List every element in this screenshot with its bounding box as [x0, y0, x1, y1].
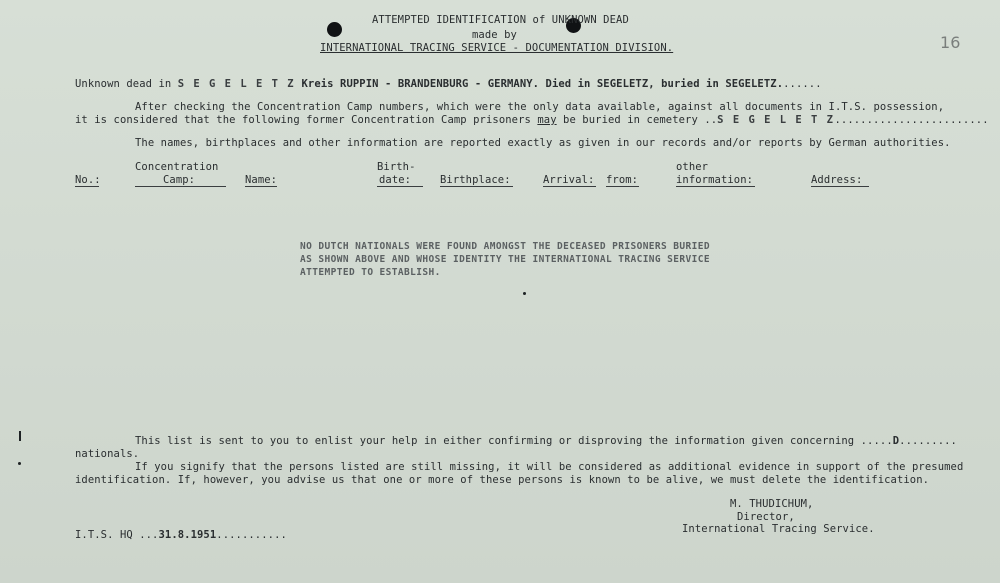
closing-line2: nationals. — [75, 448, 140, 460]
header-title: ATTEMPTED IDENTIFICATION of UNKNOWN DEAD — [372, 14, 629, 26]
paragraph-checking-line2 — [75, 114, 989, 126]
footer-dots: ........... — [216, 529, 287, 541]
cemetery-stamp: S E G E L E T Z — [717, 114, 835, 126]
closing-line3: If you signify that the persons listed are still missing, it will be considered as additional evidence in support of the presumed — [135, 461, 964, 473]
closing-request: This list is sent to you to enlist your help in either confirming or disproving the information given concerning ..... — [135, 435, 893, 447]
header-organization: INTERNATIONAL TRACING SERVICE - DOCUMENTATION DIVISION. — [320, 42, 674, 54]
column-birthdate-underline — [377, 186, 423, 187]
column-from-underline — [606, 186, 639, 187]
paragraph-records: The names, birthplaces and other information are reported exactly as given in our records and/or reports by German authorities. — [135, 137, 951, 149]
paragraph-checking-line1: After checking the Concentration Camp numbers, which were the only data available, against all documents in I.T.S. possession, — [135, 101, 945, 113]
paragraph-checking-end: be buried in cemetery .. — [563, 114, 718, 126]
signatory-organization: International Tracing Service. — [682, 523, 875, 535]
column-birthdate-top: Birth- — [377, 161, 416, 173]
unknown-dead-line — [75, 78, 822, 90]
column-other-top: other — [676, 161, 709, 173]
paragraph-checking-may: may — [537, 114, 557, 126]
column-birthplace-underline — [440, 186, 513, 187]
footer-date-line — [75, 529, 287, 541]
paragraph-checking-start: it is considered that the following former Concentration Camp prisoners — [75, 114, 531, 126]
footer-date: 31.8.1951 — [158, 529, 217, 541]
column-arrival: Arrival: — [543, 174, 595, 186]
signatory-name: M. THUDICHUM, — [730, 498, 814, 510]
column-birthdate: date: — [379, 174, 412, 186]
column-address-underline — [811, 186, 869, 187]
speck — [19, 431, 21, 441]
unknown-dead-label: Unknown dead in — [75, 78, 172, 90]
column-camp-underline — [135, 186, 226, 187]
notice-line1: NO DUTCH NATIONALS WERE FOUND AMONGST THE DECEASED PRISONERS BURIED — [300, 241, 711, 252]
column-no: No.: — [75, 174, 101, 186]
place-stamp: S E G E L E T Z — [177, 78, 296, 90]
column-address: Address: — [811, 174, 863, 186]
notice-line3: ATTEMPTED TO ESTABLISH. — [300, 267, 441, 278]
column-name: Name: — [245, 174, 278, 186]
punch-hole-left — [327, 22, 342, 37]
cemetery-dots: ........................ — [834, 114, 989, 126]
column-arrival-underline — [543, 186, 596, 187]
place-dots: ...... — [783, 78, 822, 90]
column-no-underline — [75, 186, 99, 187]
nationality-code: D — [892, 435, 900, 447]
column-camp-top: Concentration — [135, 161, 219, 173]
column-other-info: information: — [676, 174, 754, 186]
column-from: from: — [606, 174, 639, 186]
signatory-title: Director, — [737, 511, 795, 523]
closing-line1 — [135, 435, 957, 447]
column-name-underline — [245, 186, 277, 187]
speck — [18, 462, 21, 465]
speck — [523, 292, 526, 295]
place-details: Kreis RUPPIN - BRANDENBURG - GERMANY. Died in SEGELETZ, buried in SEGELETZ. — [301, 78, 784, 90]
column-birthplace: Birthplace: — [440, 174, 511, 186]
notice-line2: AS SHOWN ABOVE AND WHOSE IDENTITY THE INTERNATIONAL TRACING SERVICE — [300, 254, 711, 265]
footer-prefix: I.T.S. HQ ... — [75, 529, 159, 541]
column-other-underline — [676, 186, 755, 187]
header-subtitle: made by — [472, 29, 517, 41]
page-number: 16 — [940, 33, 961, 52]
closing-line4: identification. If, however, you advise us that one or more of these persons is known to be alive, we must delete the identification. — [75, 474, 930, 486]
closing-dots: ......... — [899, 435, 957, 447]
column-camp: Camp: — [163, 174, 196, 186]
